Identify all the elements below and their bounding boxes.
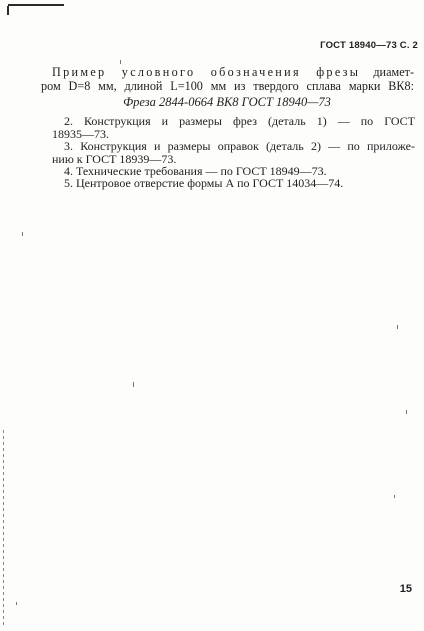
intro-hyphenated-word: диамет- [373,65,414,79]
intro-spaced-text: Пример условного обозначения фрезы [52,65,361,79]
standard-header: ГОСТ 18940—73 С. 2 [320,40,418,51]
designation-example: Фреза 2844-0664 ВК8 ГОСТ 18940—73 [123,95,331,109]
scan-speck [394,495,395,498]
list-item [64,177,415,190]
page-number: 15 [399,583,412,595]
list-item-line: 4. Технические требования — по ГОСТ 18949—73. [64,164,327,178]
list-item-line: 5. Центровое отверстие формы А по ГОСТ 14034—74. [64,176,344,190]
scan-speck [133,382,134,387]
scan-speck [120,60,121,64]
designation-example-intro [41,65,414,93]
list-item-continuation: нию к ГОСТ 18939—73. [52,152,177,166]
corner-mark [7,6,9,15]
scan-speck [406,410,407,414]
intro-line-2: ром D=8 мм, длиной L=100 мм из твердого сплава марки ВК8: [41,78,414,93]
scan-speck [397,325,398,329]
list-item-line: 3. Конструкция и размеры оправок (деталь 2) — по приложе- [64,139,415,153]
list-item [52,114,415,141]
list-item [52,139,415,166]
scan-speck [16,602,17,605]
binding-edge-mark [3,430,4,625]
scan-speck [22,232,23,236]
intro-line-1 [52,66,414,80]
top-rule-mark [8,4,64,6]
list-item-line: 2. Конструкция и размеры фрез (деталь 1) — по ГОСТ [64,114,415,128]
list-item-continuation: 18935—73. [52,127,109,141]
